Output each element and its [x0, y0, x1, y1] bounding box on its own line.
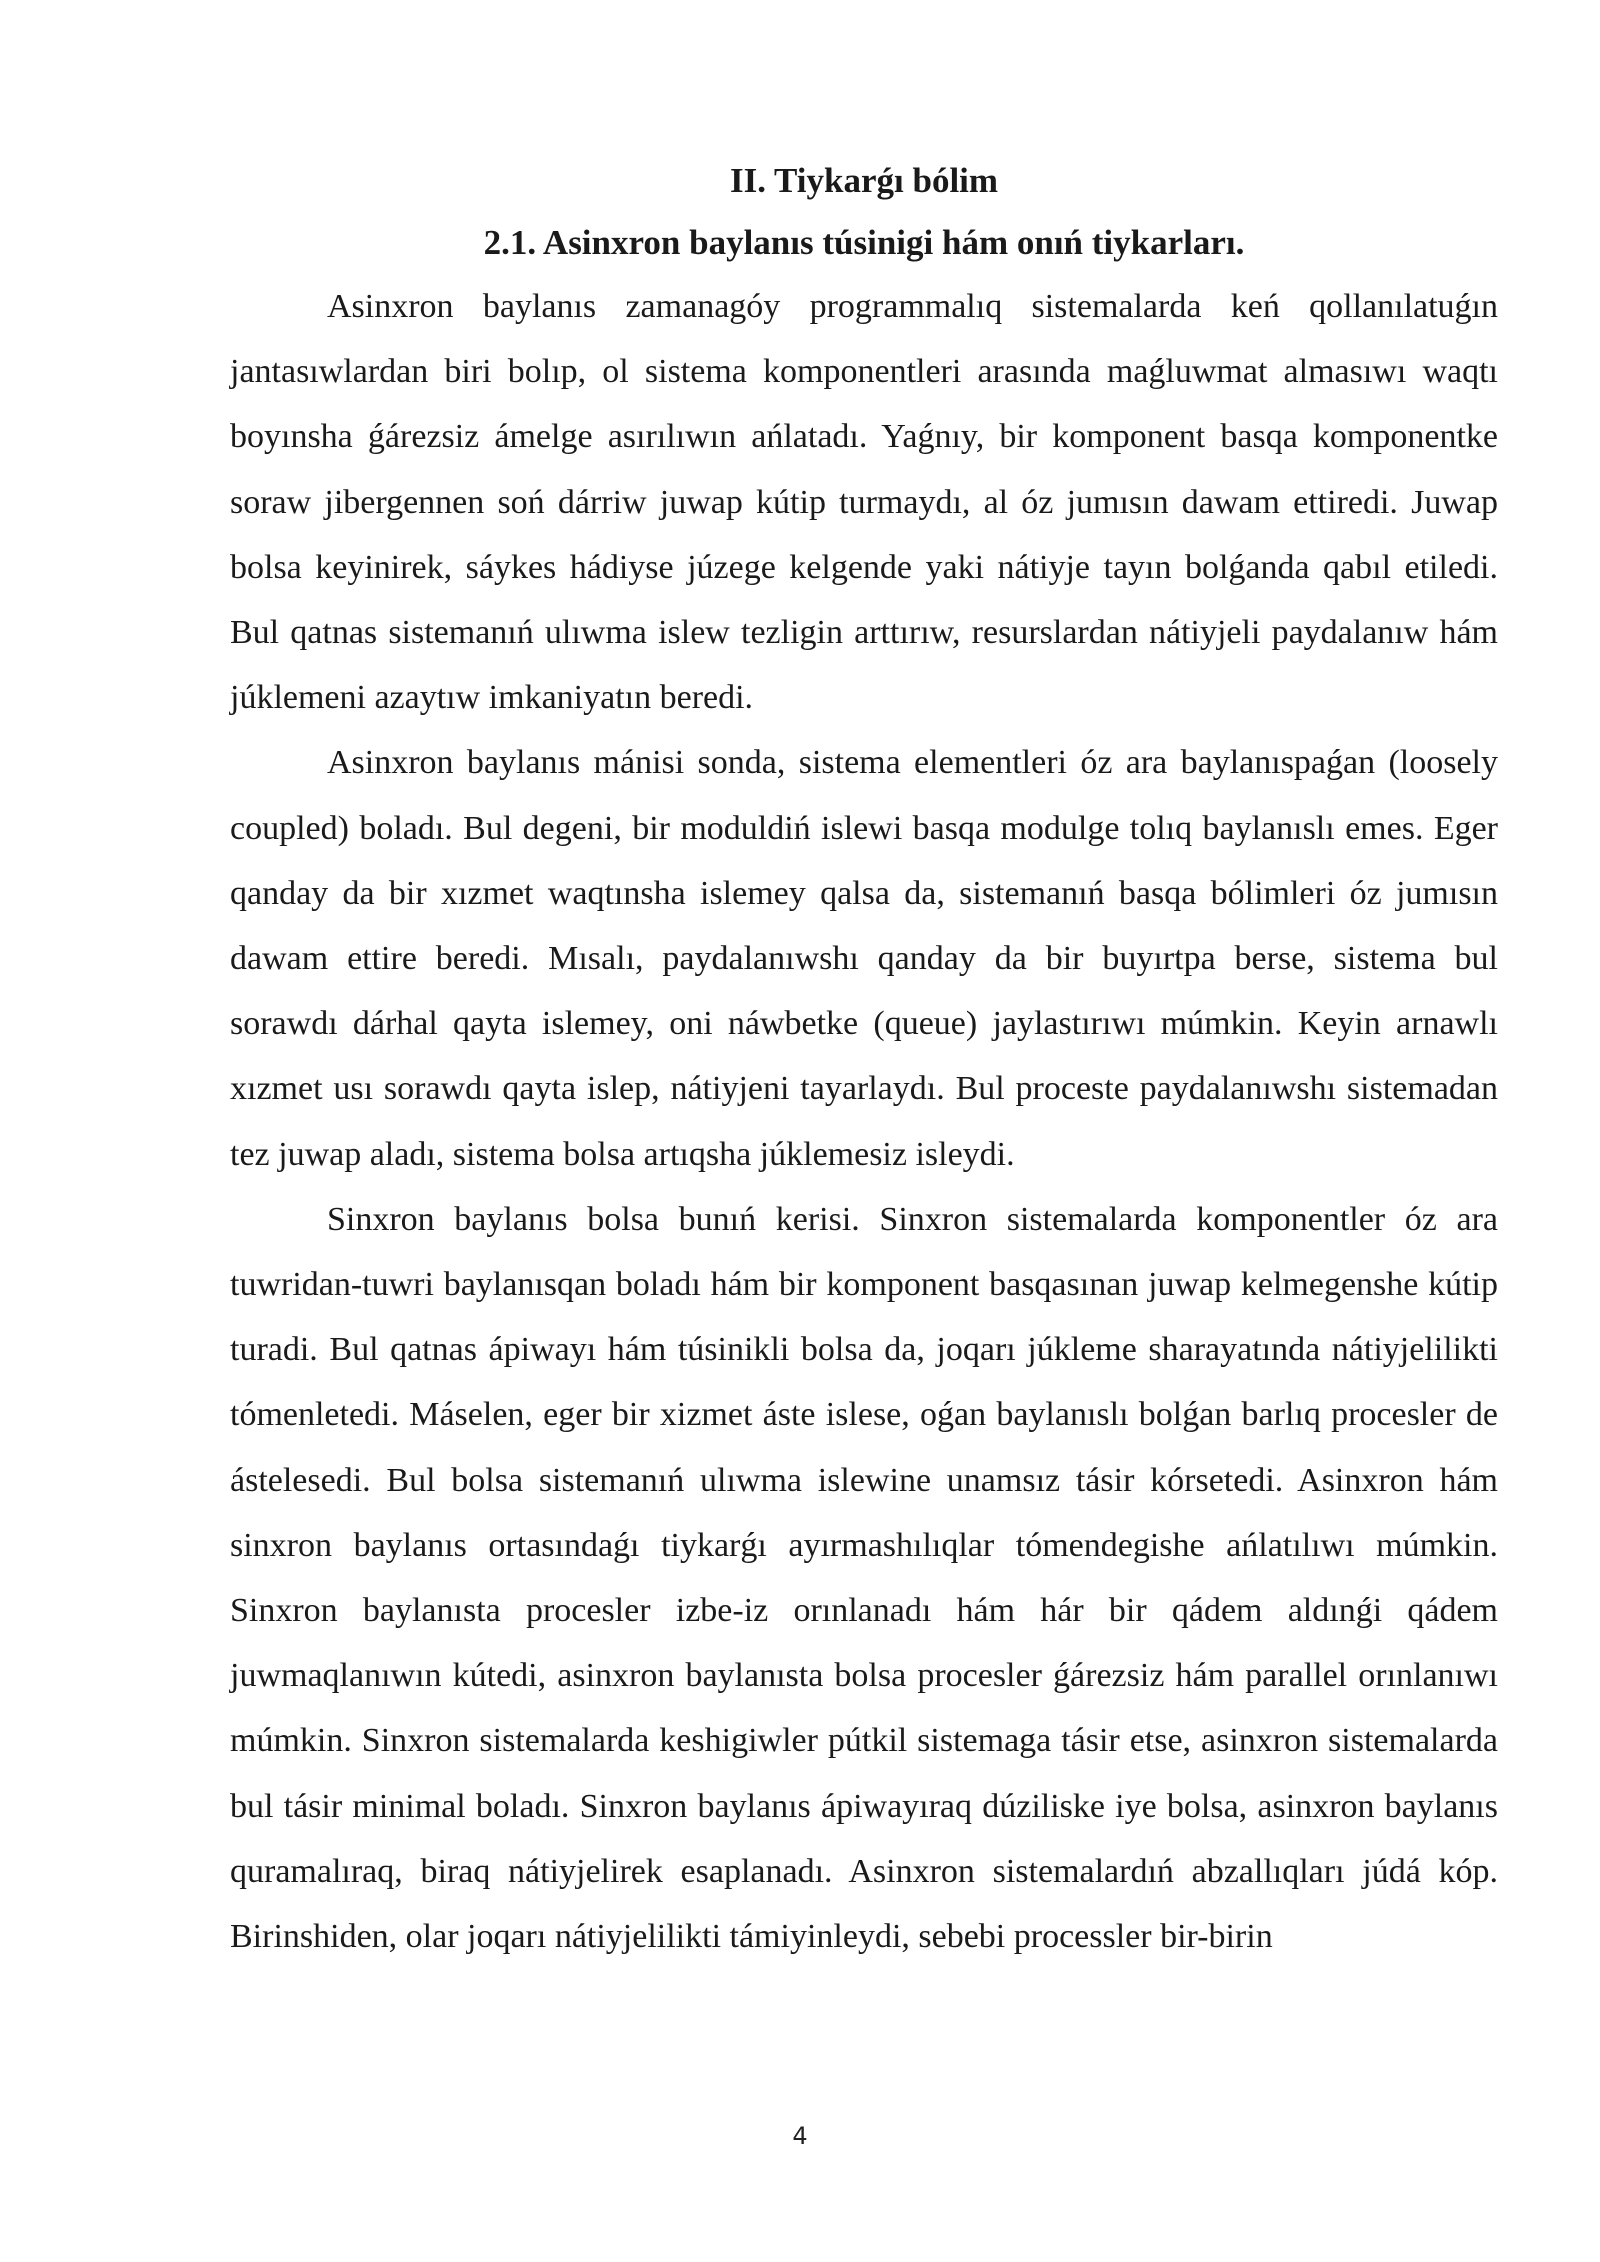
- document-page: [230, 150, 1498, 1969]
- subsection-title: 2.1. Asinxron baylanıs túsinigi hám onıń tiykarları.: [483, 223, 1245, 262]
- paragraph: Sinxron baylanıs bolsa bunıń kerisi. Sinxron sistemalarda komponentler óz ara tuwridan-tuwri baylanısqan boladı hám bir komponent basqasınan juwap kelmegenshe kútip turadi. Bul qatnas ápiwayı hám túsinikli bolsa da, joqarı júkleme sharayatında nátiyjelilikti tómenletedi. Máselen, eger bir xizmet áste islese, oǵan baylanıslı bolǵan barlıq procesler de ástelesedi. Bul bolsa sistemanıń ulıwma islewine unamsız tásir kórsetedi. Asinxron hám sinxron baylanıs ortasındaǵı tiykarǵı ayırmashılıqlar tómendegishe ańlatılıwı múmkin. Sinxron baylanısta procesler izbe-iz orınlanadı hám hár bir qádem aldınǵi qádem juwmaqlanıwın kútedi, asinxron baylanısta bolsa procesler ǵárezsiz hám parallel orınlanıwı múmkin. Sinxron sistemalarda keshigiwler pútkil sistemaga tásir etse, asinxron sistemalarda bul tásir minimal boladı. Sinxron baylanıs ápiwayıraq dúziliske iye bolsa, asinxron baylanıs quramalıraq, biraq nátiyjelirek esaplanadı. Asinxron sistemalardıń abzallıqları júdá kóp. Birinshiden, olar joqarı nátiyjelilikti támiyinleydi, sebebi processler bir-birin: [230, 1200, 1498, 1956]
- paragraph: Asinxron baylanıs zamanagóy programmalıq sistemalarda keń qollanılatuǵın jantasıwlardan biri bolıp, ol sistema komponentleri arasında maǵluwmat almasıwı waqtı boyınsha ǵárezsiz ámelge asırılıwın ańlatadı. Yaǵnıy, bir komponent basqa komponentke soraw jibergennen soń dárriw juwap kútip turmaydı, al óz jumısın dawam ettiredi. Juwap bolsa keyinirek, sáykes hádiyse júzege kelgende yaki nátiyje tayın bolǵanda qabıl etiledi. Bul qatnas sistemanıń ulıwma islew tezligin arttırıw, resurslardan nátiyjeli paydalanıw hám júklemeni azaytıw imkaniyatın beredi.: [230, 288, 1498, 717]
- section-title: II. Tiykarǵı bólim: [729, 161, 999, 200]
- page-number: 4: [792, 2122, 808, 2150]
- paragraph: Asinxron baylanıs mánisi sonda, sistema elementleri óz ara baylanıspaǵan (loosely coupled) boladı. Bul degeni, bir moduldiń islewi basqa modulge tolıq baylanıslı emes. Eger qanday da bir xızmet waqtınsha islemey qalsa da, sistemanıń basqa bólimleri óz jumısın dawam ettire beredi. Mısalı, paydalanıwshı qanday da bir buyırtpa berse, sistema bul sorawdı dárhal qayta islemey, oni náwbetke (queue) jaylastırıwı múmkin. Keyin arnawlı xızmet usı sorawdı qayta islep, nátiyjeni tayarlaydı. Bul proceste paydalanıwshı sistemadan tez juwap aladı, sistema bolsa artıqsha júklemesiz isleydi.: [230, 744, 1498, 1173]
